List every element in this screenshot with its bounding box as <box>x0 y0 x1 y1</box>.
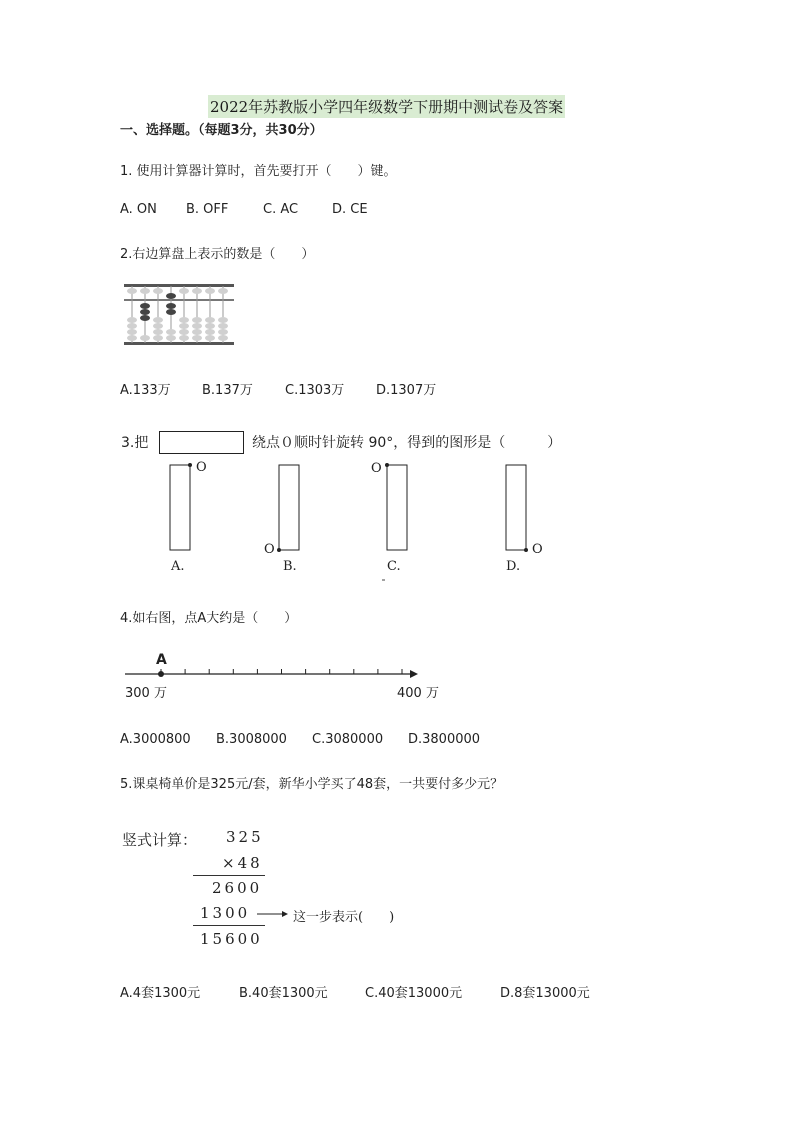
abacus-bottom-bar <box>124 342 234 345</box>
option-d-point <box>524 548 528 552</box>
abacus-bead <box>192 335 202 341</box>
abacus-bead <box>153 329 163 335</box>
question-1-text: 1. 使用计算器计算时，首先要打开（ ）键。 <box>120 164 397 179</box>
abacus-bead <box>218 288 228 294</box>
product: 15600 <box>200 930 263 948</box>
abacus-bead <box>218 329 228 335</box>
option: D.3800000 <box>408 732 481 747</box>
abacus-bead <box>179 323 189 329</box>
abacus-beam <box>124 299 234 301</box>
option: B.40套1300元 <box>239 986 328 1001</box>
point-o-a: O <box>196 460 207 475</box>
source-rectangle <box>159 431 244 454</box>
option: C.3080000 <box>312 732 384 747</box>
calc-line <box>193 875 265 876</box>
option: B.137万 <box>202 383 253 398</box>
abacus-bead <box>205 288 215 294</box>
abacus-beads <box>127 288 228 341</box>
question-5-text: 5.课桌椅单价是325元/套，新华小学买了48套，一共要付多少元？ <box>120 777 504 792</box>
option-a-rectangle <box>170 465 190 550</box>
option: D.1307万 <box>376 383 437 398</box>
option-d-rectangle <box>506 465 526 550</box>
abacus-bead <box>127 317 137 323</box>
abacus-bead <box>192 317 202 323</box>
option: C.40套13000元 <box>365 986 463 1001</box>
partial-product-1: 2600 <box>212 879 263 897</box>
number-line-end-label: 400 万 <box>397 686 439 701</box>
point-a-marker <box>158 671 164 677</box>
abacus-figure <box>122 282 237 350</box>
question-1-options <box>120 202 368 217</box>
abacus-bead <box>192 323 202 329</box>
abacus-bead <box>179 317 189 323</box>
point-a-label: A <box>156 652 167 668</box>
abacus-bead <box>218 317 228 323</box>
option-d-label: D. <box>506 559 521 574</box>
abacus-top-bar <box>124 284 234 287</box>
abacus-bead <box>153 317 163 323</box>
question-2-options <box>120 379 436 398</box>
option-c-rectangle <box>387 465 407 550</box>
abacus-bead <box>218 323 228 329</box>
question-5-options <box>120 982 590 1001</box>
step-note: 这一步表示( ) <box>293 910 395 925</box>
multiplier: ×48 <box>222 854 263 872</box>
arrow-head-icon <box>410 670 418 678</box>
page-title: 2022年苏教版小学四年级数学下册期中测试卷及答案 <box>208 95 565 118</box>
vertical-calc-label: 竖式计算： <box>122 831 198 849</box>
option: A.133万 <box>120 383 171 398</box>
option: A.4套1300元 <box>120 986 201 1001</box>
abacus-bead <box>166 335 176 341</box>
option-a-point <box>188 463 192 467</box>
abacus-bead <box>179 335 189 341</box>
point-o-c: O <box>371 461 382 476</box>
question-2-text: 2.右边算盘上表示的数是（ ） <box>120 247 315 262</box>
calc-line <box>193 925 265 926</box>
abacus-bead <box>140 315 150 321</box>
abacus-bead <box>179 329 189 335</box>
abacus-bead <box>127 323 137 329</box>
abacus-bead <box>218 335 228 341</box>
abacus-bead <box>140 303 150 309</box>
question-3-suffix: 绕点０顺时针旋转 90°，得到的图形是（ ） <box>252 435 562 451</box>
partial-product-2: 1300 <box>200 904 251 922</box>
abacus-bead <box>179 288 189 294</box>
option: C.1303万 <box>285 383 345 398</box>
abacus-bead <box>153 323 163 329</box>
abacus-bead <box>127 329 137 335</box>
abacus-bead <box>153 335 163 341</box>
point-o-b: O <box>264 542 275 557</box>
abacus-bead <box>140 288 150 294</box>
option: D.8套13000元 <box>500 986 590 1001</box>
point-o-d: O <box>532 542 543 557</box>
abacus-bead <box>166 309 176 315</box>
section-heading: 一、选择题。（每题3分，共30分） <box>120 123 323 138</box>
option-b-point <box>277 548 281 552</box>
multiplicand: 325 <box>226 828 264 846</box>
abacus-bead <box>205 335 215 341</box>
rotation-options-figure <box>160 458 560 588</box>
number-line-ticks <box>161 669 402 674</box>
question-3-prefix: 3.把 <box>121 435 149 451</box>
option-c-point <box>385 463 389 467</box>
abacus-bead <box>192 288 202 294</box>
abacus-bead <box>166 293 176 299</box>
abacus-bead <box>205 317 215 323</box>
number-line-start-label: 300 万 <box>125 686 167 701</box>
option-b-rectangle <box>279 465 299 550</box>
question-4-options <box>120 732 480 747</box>
abacus-bead <box>205 329 215 335</box>
abacus-bead <box>166 329 176 335</box>
option: B. OFF <box>186 202 229 217</box>
abacus-bead <box>140 309 150 315</box>
option: A.3000800 <box>120 732 191 747</box>
abacus-bead <box>140 335 150 341</box>
option-b-label: B. <box>283 559 297 574</box>
abacus-bead <box>166 303 176 309</box>
option: A. ON <box>120 202 157 217</box>
option-a-label: A. <box>171 559 185 574</box>
option: D. CE <box>332 202 368 217</box>
abacus-bead <box>153 288 163 294</box>
question-4-text: 4.如右图，点A大约是（ ） <box>120 611 298 626</box>
option: C. AC <box>263 202 299 217</box>
option-c-label: C. <box>387 559 401 574</box>
abacus-bead <box>127 335 137 341</box>
option: B.3008000 <box>216 732 287 747</box>
abacus-bead <box>127 288 137 294</box>
arrow-right-icon <box>255 907 291 921</box>
abacus-bead <box>192 329 202 335</box>
abacus-bead <box>205 323 215 329</box>
